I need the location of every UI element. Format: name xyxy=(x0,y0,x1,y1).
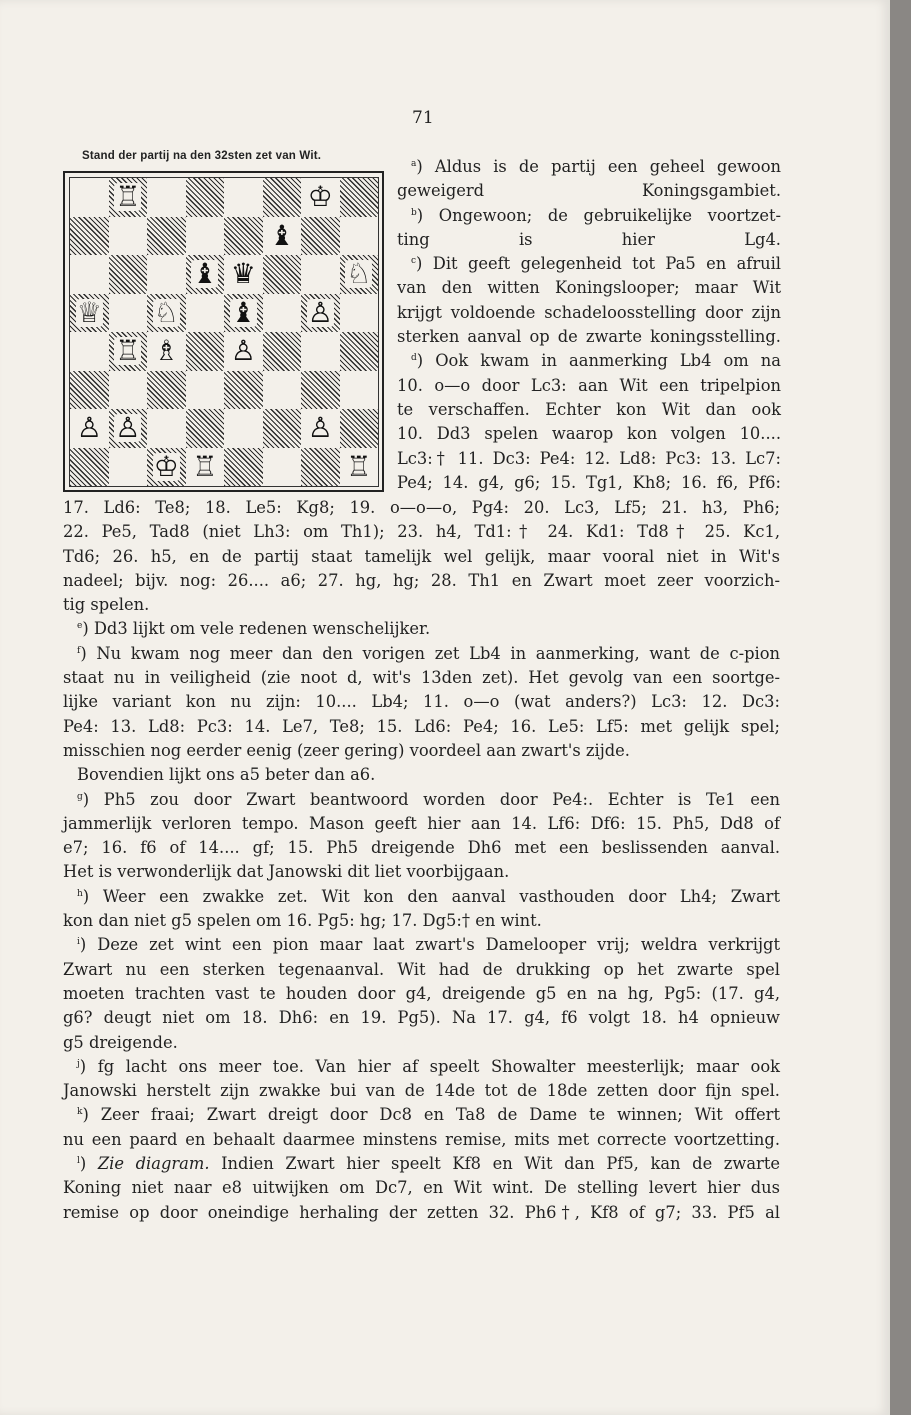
board-square xyxy=(147,332,186,371)
text-line xyxy=(397,228,781,252)
line-text: Ongewoon; de gebruikelijke voortzet- xyxy=(438,205,782,225)
line-text: jammerlijk verloren tempo. Mason geeft hier aan 14. Lf6: Df6: 15. Ph5, Dd8 of xyxy=(63,813,780,833)
board-square xyxy=(301,409,340,448)
board-square xyxy=(109,178,148,217)
text-line xyxy=(397,179,781,203)
line-text: Nu kwam nog meer dan den vorigen zet Lb4 in aanmerking, want de c-pion xyxy=(96,643,780,663)
board-square xyxy=(301,217,340,256)
chess-piece: ♗ xyxy=(153,334,179,368)
board-square xyxy=(147,217,186,256)
board-square xyxy=(109,409,148,448)
line-text: fg lacht ons meer toe. Van hier af speelt Showalter meesterlijk; maar ook xyxy=(97,1056,780,1076)
chess-piece: ♖ xyxy=(115,180,141,214)
note-marker: a xyxy=(411,159,417,169)
text-line xyxy=(397,422,781,446)
board-square xyxy=(70,409,109,448)
chess-piece: ♕ xyxy=(76,295,102,329)
board-square xyxy=(224,178,263,217)
board-square xyxy=(340,371,379,410)
board-square xyxy=(147,294,186,333)
line-text: Dd3 lijkt om vele redenen wenschelijker. xyxy=(93,619,431,639)
board-square xyxy=(70,332,109,371)
text-line: $^i$) Deze zet wint een pion maar laat zwart's Damelooper vrij; weldra verkrijgt xyxy=(77,935,780,955)
line-text: staat nu in veiligheid (zie noot d, wit's 13den zet). Het gevolg van een soortge- xyxy=(63,668,780,688)
note-marker: f xyxy=(77,645,81,656)
text-line xyxy=(397,276,781,300)
text-line xyxy=(63,909,780,933)
board-square xyxy=(301,332,340,371)
board-square xyxy=(263,255,302,294)
page-number: 71 xyxy=(412,108,434,128)
line-text: Aldus is de partij een geheel gewoon xyxy=(434,157,781,176)
board-square xyxy=(186,178,225,217)
chess-piece: ♔ xyxy=(153,449,179,483)
board-square xyxy=(224,448,263,487)
line-text: sterken aanval op de zwarte koningsstelling. xyxy=(397,327,781,347)
chess-piece: ♝ xyxy=(192,257,218,291)
chess-piece: ♖ xyxy=(115,334,141,368)
line-text: Janowski herstelt zijn zwakke bui van de 14de tot de 18de zetten door fijn spel. xyxy=(63,1081,780,1101)
text-line xyxy=(63,715,780,739)
board-square xyxy=(147,178,186,217)
line-text: Pe4: 13. Ld8: Pc3: 14. Le7, Te8; 15. Ld6: Pe4; 16. Le5: Lf5: met gelijk spel; xyxy=(63,716,780,736)
line-text: tig spelen. xyxy=(63,595,150,615)
board-square xyxy=(186,294,225,333)
note-marker: b xyxy=(411,207,417,218)
chess-piece: ♖ xyxy=(346,449,372,483)
line-text: Dit geeft gelegenheid tot Pa5 en afruil xyxy=(432,254,781,274)
line-text: Indien Zwart hier speelt Kf8 en Wit dan Pf5, kan de zwarte xyxy=(209,1154,780,1174)
text-line xyxy=(63,1128,780,1152)
line-text: nu een paard en behaalt daarmee minstens remise, mits met correcte voortzetting. xyxy=(63,1129,780,1149)
text-line xyxy=(63,496,780,520)
board-square xyxy=(186,409,225,448)
board-square xyxy=(263,332,302,371)
note-marker: l xyxy=(77,1156,80,1167)
note-marker: h xyxy=(77,888,83,899)
text-line: $^g$) Ph5 zou door Zwart beantwoord worden door Pe4:. Echter is Te1 een xyxy=(77,789,780,809)
note-marker: d xyxy=(411,353,417,364)
board-square xyxy=(70,294,109,333)
board-square xyxy=(109,332,148,371)
line-text: Het is verwonderlijk dat Janowski dit liet voorbijgaan. xyxy=(63,862,510,882)
board-square xyxy=(147,371,186,410)
note-marker: g xyxy=(77,791,83,802)
text-line xyxy=(63,836,780,860)
line-text: Pe4; 14. g4, g6; 15. Tg1, Kh8; 16. f6, Pf6: xyxy=(397,472,781,492)
board-square xyxy=(147,409,186,448)
text-line xyxy=(397,374,781,398)
board-square xyxy=(263,371,302,410)
text-line: $^j$) fg lacht ons meer toe. Van hier af speelt Showalter meesterlijk; maar ook xyxy=(77,1056,780,1076)
board-square xyxy=(109,255,148,294)
line-text: g6? deugt niet om 18. Dh6: en 19. Pg5). Na 17. g4, f6 volgt 18. h4 opnieuw xyxy=(63,1008,780,1028)
board-square xyxy=(263,448,302,487)
board-square xyxy=(340,294,379,333)
line-text: Koning niet naar e8 uitwijken om Dc7, en Wit wint. De stelling levert hier dus xyxy=(63,1178,780,1198)
board-square xyxy=(340,409,379,448)
text-line xyxy=(63,690,780,714)
line-text: moeten trachten vast te houden door g4, dreigende g5 en na hg, Pg5: (17. g4, xyxy=(63,983,780,1003)
board-square xyxy=(301,178,340,217)
note-marker: k xyxy=(77,1107,83,1118)
line-text: Td6; 26. h5, en de partij staat tamelijk wel gelijk, maar vooral niet in Wit's xyxy=(63,546,780,566)
line-text: kon dan niet g5 spelen om 16. Pg5: hg; 17. Dg5:† en wint. xyxy=(63,911,542,931)
chess-piece: ♙ xyxy=(230,334,256,368)
line-text: g5 dreigende. xyxy=(63,1032,178,1052)
board-square xyxy=(186,448,225,487)
board-square xyxy=(70,448,109,487)
line-text: Ook kwam in aanmerking Lb4 om na xyxy=(435,351,781,371)
text-line xyxy=(63,958,780,982)
board-square xyxy=(109,217,148,256)
chess-piece: ♙ xyxy=(307,295,333,329)
board-square xyxy=(109,371,148,410)
text-line xyxy=(63,982,780,1006)
text-line xyxy=(397,325,781,349)
italic-text: Zie diagram. xyxy=(97,1154,210,1174)
chess-piece: ♙ xyxy=(76,411,102,445)
board-square xyxy=(301,294,340,333)
line-text: nadeel; bijv. nog: 26.... a6; 27. hg, hg; 28. Th1 en Zwart moet zeer voorzich- xyxy=(63,570,780,590)
board-square xyxy=(224,217,263,256)
text-line: $^d$) Ook kwam in aanmerking Lb4 om na xyxy=(411,351,781,371)
text-line xyxy=(63,763,780,787)
note-marker: j xyxy=(77,1058,80,1069)
chess-piece: ♖ xyxy=(192,449,218,483)
board-square xyxy=(263,294,302,333)
line-text: remise op door oneindige herhaling der zetten 32. Ph6†, Kf8 of g7; 33. Pf5 al xyxy=(63,1202,780,1222)
text-line xyxy=(63,520,780,544)
board-square xyxy=(340,332,379,371)
line-text: 22. Pe5, Tad8 (niet Lh3: om Th1); 23. h4, Td1:† 24. Kd1: Td8† 25. Kc1, xyxy=(63,522,780,542)
board-square xyxy=(186,217,225,256)
line-text: Bovendien lijkt ons a5 beter dan a6. xyxy=(77,765,376,785)
board-square xyxy=(109,448,148,487)
line-text: Deze zet wint een pion maar laat zwart's Damelooper vrij; weldra verkrijgt xyxy=(97,935,780,955)
board-square xyxy=(147,448,186,487)
board-square xyxy=(186,255,225,294)
board-square xyxy=(301,371,340,410)
chess-piece: ♘ xyxy=(153,295,179,329)
board-square xyxy=(224,294,263,333)
line-text: Ph5 zou door Zwart beantwoord worden door Pe4:. Echter is Te1 een xyxy=(103,789,780,809)
chess-piece: ♝ xyxy=(230,295,256,329)
board-square xyxy=(224,371,263,410)
annotation-body xyxy=(63,496,780,1225)
line-text: 10. o—o door Lc3: aan Wit een tripelpion xyxy=(397,375,781,395)
diagram-caption: Stand der partij na den 32sten zet van Wit. xyxy=(82,150,322,162)
text-line xyxy=(63,1006,780,1030)
board-square xyxy=(70,371,109,410)
text-line xyxy=(63,739,780,763)
board-square xyxy=(340,448,379,487)
text-line xyxy=(63,1031,780,1055)
text-line xyxy=(63,1079,780,1103)
line-text: misschien nog eerder eenig (zeer gering) voordeel aan zwart's zijde. xyxy=(63,740,630,760)
text-line xyxy=(63,545,780,569)
text-line xyxy=(63,860,780,884)
board-square xyxy=(70,178,109,217)
board-square xyxy=(224,255,263,294)
note-marker: i xyxy=(77,937,80,948)
text-line xyxy=(397,301,781,325)
text-line xyxy=(63,812,780,836)
board-square xyxy=(224,332,263,371)
board-square xyxy=(340,255,379,294)
text-line xyxy=(63,666,780,690)
chess-piece: ♘ xyxy=(346,257,372,291)
board-square xyxy=(224,409,263,448)
text-line: $^a$) Aldus is de partij een geheel gewoon xyxy=(411,157,781,176)
line-text: van den witten Koningslooper; maar Wit xyxy=(397,278,781,298)
board-square xyxy=(147,255,186,294)
board-square xyxy=(109,294,148,333)
line-text: geweigerd Koningsgambiet. xyxy=(397,181,781,201)
text-line xyxy=(63,593,780,617)
text-line: $^h$) Weer een zwakke zet. Wit kon den aanval vasthouden door Lh4; Zwart xyxy=(77,886,780,906)
line-text: Weer een zwakke zet. Wit kon den aanval vasthouden door Lh4; Zwart xyxy=(102,886,780,906)
note-marker: e xyxy=(77,621,83,632)
chess-piece: ♔ xyxy=(307,180,333,214)
chess-diagram xyxy=(63,171,384,492)
annotation-column xyxy=(397,155,781,495)
line-text: Zwart nu een sterken tegenaanval. Wit had de drukking op het zwarte spel xyxy=(63,959,780,979)
text-line xyxy=(63,1176,780,1200)
text-line: $^k$) Zeer fraai; Zwart dreigt door Dc8 en Ta8 de Dame te winnen; Wit offert xyxy=(77,1105,781,1125)
line-text: te verschaffen. Echter kon Wit dan ook xyxy=(397,399,781,419)
text-line: $^c$) Dit geeft gelegenheid tot Pa5 en afruil xyxy=(411,254,781,274)
text-line: $^l$) Zie diagram. Indien Zwart hier speelt Kf8 en Wit dan Pf5, kan de zwarte xyxy=(77,1154,780,1174)
board-square xyxy=(263,178,302,217)
board-square xyxy=(186,332,225,371)
board-square xyxy=(301,255,340,294)
board-square xyxy=(301,448,340,487)
board-square xyxy=(340,217,379,256)
line-text: ting is hier Lg4. xyxy=(397,229,781,249)
board-square xyxy=(263,217,302,256)
line-text: 10. Dd3 spelen waarop kon volgen 10.... xyxy=(397,424,781,444)
board-square xyxy=(70,217,109,256)
text-line: $^b$) Ongewoon; de gebruikelijke voortzet- xyxy=(411,205,782,225)
line-text: Lc3:† 11. Dc3: Pe4: 12. Ld8: Pc3: 13. Lc7: xyxy=(397,448,781,468)
line-text: Zeer fraai; Zwart dreigt door Dc8 en Ta8 de Dame te winnen; Wit offert xyxy=(100,1105,781,1125)
text-line: $^e$) Dd3 lijkt om vele redenen wenschelijker. xyxy=(77,619,431,639)
text-line xyxy=(397,398,781,422)
chess-board xyxy=(69,177,379,487)
board-square xyxy=(186,371,225,410)
chess-piece: ♙ xyxy=(115,411,141,445)
note-marker: c xyxy=(411,256,417,267)
text-line xyxy=(397,447,781,471)
text-line xyxy=(63,1201,780,1225)
board-square xyxy=(70,255,109,294)
text-line xyxy=(63,569,780,593)
line-text: 17. Ld6: Te8; 18. Le5: Kg8; 19. o—o—o, Pg4: 20. Lc3, Lf5; 21. h3, Ph6; xyxy=(63,498,780,517)
board-square xyxy=(340,178,379,217)
chess-piece: ♛ xyxy=(230,257,256,291)
line-text: lijke variant kon nu zijn: 10.... Lb4; 11. o—o (wat anders?) Lc3: 12. Dc3: xyxy=(63,692,780,712)
line-text: e7; 16. f6 of 14.... gf; 15. Ph5 dreigende Dh6 met een beslissenden aanval. xyxy=(63,838,780,858)
chess-piece: ♝ xyxy=(269,218,295,252)
board-square xyxy=(263,409,302,448)
text-line xyxy=(397,471,781,495)
text-line: $^f$) Nu kwam nog meer dan den vorigen zet Lb4 in aanmerking, want de c-pion xyxy=(77,643,780,663)
chess-piece: ♙ xyxy=(307,411,333,445)
line-text: krijgt voldoende schadeloosstelling door zijn xyxy=(397,302,781,322)
